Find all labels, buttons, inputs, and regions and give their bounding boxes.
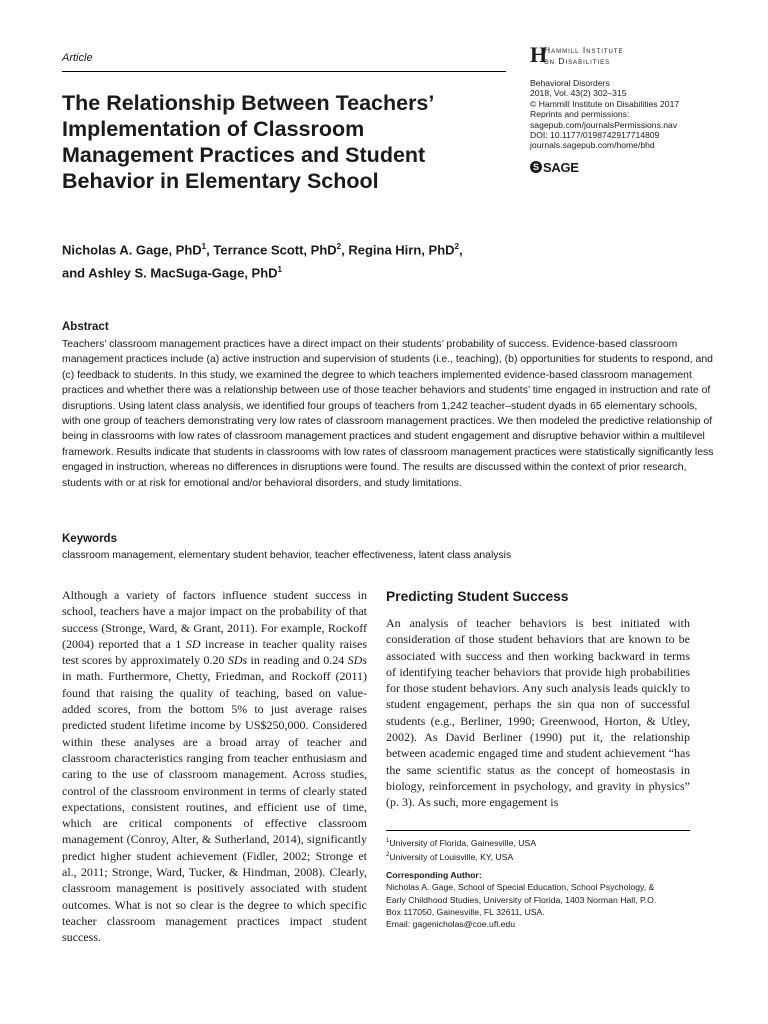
- author-conjunction: and: [62, 265, 86, 281]
- footnote-marker: 2: [386, 852, 390, 859]
- header-rule: [62, 71, 506, 72]
- doi[interactable]: DOI: 10.1177/0198742917714809: [530, 130, 660, 141]
- body-text: in math. Furthermore, Chetty, Friedman, and Rockoff (2011) found that raising the quality of teaching, based on value-added scores, from the bottom 5% to just average raises predicted student lifetime income by US$250,000. Considered within these analyses are a broad array of teacher and classroom characteristics ranging from teacher enthusiasm and caring to the use of classroom management. Across studies, control of the classroom environment in terms of clearly stated expectations, consistent routines, and efficient use of time, which are critical components of effective classroom management (Conroy, Alter, & Sutherland, 2014), significantly predict higher student achievement (Fidler, 2002; Stronge et al., 2011; Stronge, Ward, Tucker, & Hindman, 2008). Clearly, classroom management is positively associated with student outcomes. What is not so clear is the degree to which specific teacher classroom management practices impact student success.: [62, 669, 367, 945]
- body-text: Although a variety of factors influence student success in school, teachers have a major impact on the probability of that success (Stronge, Ward, & Grant, 2011). For example, Rockoff (2004) reported that a 1: [62, 588, 367, 651]
- publisher-logo-line2: on Disabilities: [544, 56, 611, 66]
- affiliation-footnote: [386, 849, 706, 863]
- body-emphasis: SD: [185, 636, 201, 651]
- affiliation-marker: 1: [277, 265, 282, 275]
- body-text: in reading and 0.24: [247, 653, 348, 668]
- publisher-logo-line1: Hammill Institute: [544, 45, 624, 55]
- affiliation-footnote: [386, 835, 706, 849]
- affiliation-marker: 2: [336, 242, 342, 251]
- body-text: increase in teacher quality raises test scores by approximately 0.20: [62, 636, 367, 668]
- affiliation-text: University of Louisville, KY, USA: [389, 851, 514, 862]
- author-name: Nicholas A. Gage, PhD: [62, 242, 202, 258]
- section-heading-predicting-success: Predicting Student Success: [386, 589, 569, 604]
- abstract-text: Teachers’ classroom management practices have a direct impact on their students’ probability of success. Evidence-based classroom management practices include (a) active instruction and supervision of students (i.e., teaching), (b) opportunities for students to respond, and (c) feedback to students. In this study, we examined the degree to which teachers implemented evidence-based classroom management practices and whether there was a relationship between use of those teacher behaviors and students’ time engaged in instruction and rate of disruptions. Using latent class analysis, we identified four groups of teachers from 1,242 teacher–student dyads in 65 elementary schools, with one group of teachers demonstrating very low rates of classroom management practices. We then modeled the predictive relationship of being in classrooms with low rates of classroom management practices and student engagement and disruptive behavior within a multilevel framework. Results indicate that students in classrooms with low rates of classroom management practices were statistically significantly less engaged in instruction, whereas no differences in disruptions were found. The results are discussed within the context of prior research, students with or at risk for emotional and/or behavioral disorders, and study limitations.: [62, 339, 714, 489]
- corresponding-author-email[interactable]: Email: gagenicholas@coe.ufl.edu: [386, 919, 516, 929]
- affiliation-text: University of Florida, Gainesville, USA: [389, 837, 537, 848]
- corresponding-author-line: Nicholas A. Gage, School of Special Education, School Psychology, &: [386, 882, 655, 893]
- author-name: Regina Hirn, PhD: [348, 242, 455, 258]
- footnote-marker: 1: [386, 838, 390, 844]
- body-left-column: [62, 587, 367, 946]
- journal-meta: [530, 78, 740, 151]
- journal-link[interactable]: journals.sagepub.com/home/bhd: [530, 140, 655, 151]
- body-right-column: An analysis of teacher behaviors is best initiated with consideration of those student behaviors that are known to be associated with success and then working backward in terms of identifying teacher behaviors that provide high probabilities for those student behaviors. Any such analysis leads quickly to student engagement, perhaps the sin qua non of successful students (e.g., Berliner, 1990; Greenwood, Horton, & Utley, 2002). As David Berliner (1990) put it, the relationship between academic engaged time and student achievement “has the same scientific status as the concept of homeostasis in biology, reinforcement in psychology, and gravity in physics” (p. 3). As such, more engagement is: [386, 616, 690, 810]
- sage-logo-icon: S: [530, 161, 542, 173]
- journal-volume: 2018, Vol. 43(2) 302–315: [530, 88, 627, 99]
- author-name: Terrance Scott, PhD: [213, 242, 337, 258]
- footnotes: [386, 835, 706, 930]
- corresponding-author-line: Box 117050, Gainesville, FL 32611, USA.: [386, 906, 545, 917]
- footnote-rule: [386, 830, 690, 831]
- publisher-logo-mark: H: [530, 42, 548, 67]
- journal-reprints: Reprints and permissions:: [530, 109, 630, 120]
- corresponding-author-heading: Corresponding Author:: [386, 870, 482, 881]
- body-emphasis: SDs: [347, 653, 367, 668]
- affiliation-marker: 1: [201, 242, 207, 251]
- publisher-logo: [530, 44, 720, 70]
- abstract-heading: Abstract: [62, 321, 109, 333]
- sage-logo-text: SAGE: [543, 159, 579, 175]
- affiliation-marker: 2: [454, 242, 459, 251]
- journal-copyright: © Hammill Institute on Disabilities 2017: [530, 98, 680, 109]
- keywords-heading: Keywords: [62, 533, 117, 545]
- sage-logo: [530, 158, 579, 176]
- article-title: The Relationship Between Teachers’ Implementation of Classroom Management Practices and Student Behavior in Elementary School: [62, 91, 434, 193]
- article-type-label: Article: [62, 52, 93, 64]
- author-list: Nicholas A. Gage, PhD$^1$, Terrance Scott, PhD$^2$, Regina Hirn, PhD$^2$, and Ashley S. MacSuga-Gage, PhD$^1$: [62, 242, 463, 281]
- body-emphasis: SDs: [227, 653, 248, 668]
- keywords-text: classroom management, elementary student behavior, teacher effectiveness, latent class analysis: [62, 550, 512, 561]
- corresponding-author-line: Early Childhood Studies, University of Florida, 1403 Norman Hall, P.O.: [386, 894, 657, 905]
- reprints-link[interactable]: sagepub.com/journalsPermissions.nav: [530, 119, 678, 130]
- author-name: Ashley S. MacSuga-Gage, PhD: [88, 265, 278, 281]
- journal-name: Behavioral Disorders: [530, 78, 610, 88]
